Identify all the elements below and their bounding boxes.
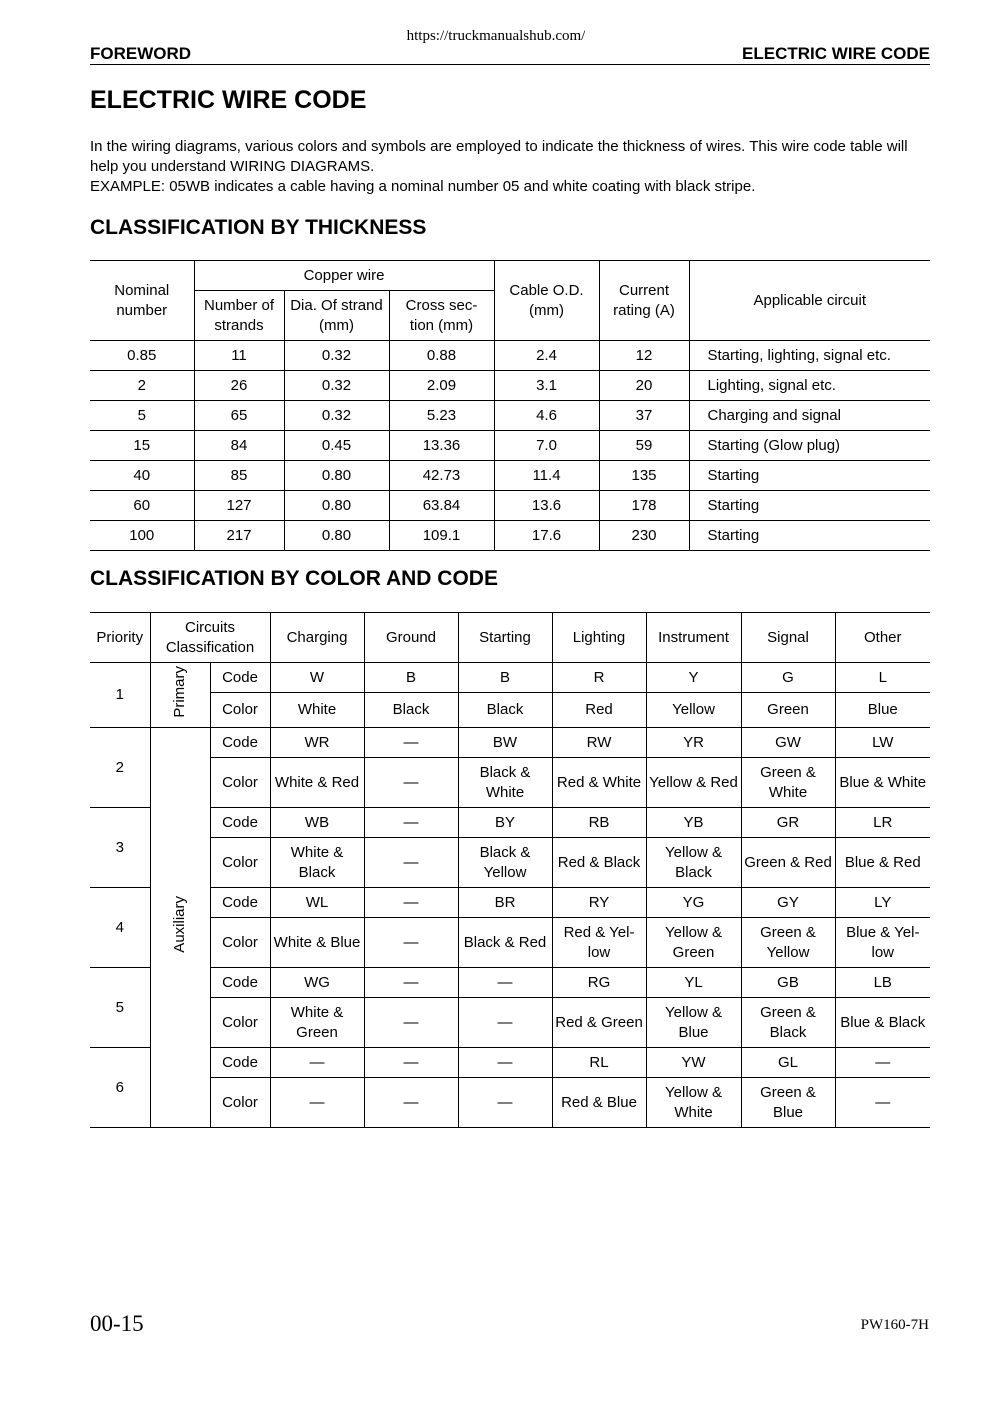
cell-instrument-color: Yellow & Black [646,838,741,888]
cell-ground-code: — [364,808,458,838]
cell-nominal-number: 60 [90,491,194,521]
table-row [90,401,930,431]
cell-applicable-circuit: Starting [689,461,930,491]
cell-instrument-code: Y [646,663,741,693]
thickness-table [90,260,930,551]
cell-signal-code: GY [741,888,835,918]
cell-strands: 217 [194,521,284,551]
priority-cell: 5 [90,968,150,1048]
cell-ground-color: — [364,838,458,888]
code-row-label: Code [210,808,270,838]
cell-nominal-number: 5 [90,401,194,431]
cell-applicable-circuit: Lighting, signal etc. [689,371,930,401]
priority-cell: 2 [90,728,150,808]
table-row [90,461,930,491]
code-row-label: Code [210,888,270,918]
cell-lighting-code: RW [552,728,646,758]
cell-strands: 65 [194,401,284,431]
cell-current-rating: 178 [599,491,689,521]
table-row [90,371,930,401]
cell-strands: 26 [194,371,284,401]
table-row [90,663,930,693]
cell-instrument-code: YW [646,1048,741,1078]
cell-ground-code: B [364,663,458,693]
cell-charging-color: White & Black [270,838,364,888]
cell-starting-color: — [458,998,552,1048]
col-nominal-number: Nominal number [90,261,194,341]
color-row-label: Color [210,758,270,808]
cell-starting-code: — [458,968,552,998]
cell-charging-color: White & Blue [270,918,364,968]
page-title: ELECTRIC WIRE CODE [90,86,367,114]
cell-strand-dia: 0.80 [284,521,389,551]
cell-charging-code: WR [270,728,364,758]
cell-signal-code: GL [741,1048,835,1078]
cell-starting-color: Black & White [458,758,552,808]
cell-starting-color: Black & Red [458,918,552,968]
col-current-rating: Current rating (A) [599,261,689,341]
code-row-label: Code [210,663,270,693]
table-row [90,1048,930,1078]
col-cable-od: Cable O.D. (mm) [494,261,599,341]
table-row [90,998,930,1048]
table-row [90,888,930,918]
cell-signal-color: Green & Yellow [741,918,835,968]
cell-nominal-number: 100 [90,521,194,551]
cell-current-rating: 20 [599,371,689,401]
cell-ground-color: — [364,998,458,1048]
cell-instrument-code: YL [646,968,741,998]
cell-strands: 11 [194,341,284,371]
cell-nominal-number: 2 [90,371,194,401]
cell-cable-od: 11.4 [494,461,599,491]
intro-paragraph: In the wiring diagrams, various colors and symbols are employed to indicate the thickness of wires. This wire code table will help you understand WIRING DIAGRAMS. [90,138,908,175]
cell-strand-dia: 0.80 [284,491,389,521]
cell-signal-color: Green & Black [741,998,835,1048]
cell-cross-section: 109.1 [389,521,494,551]
cell-starting-color: Black & Yellow [458,838,552,888]
cell-lighting-code: RY [552,888,646,918]
page-number: 00-15 [90,1311,144,1336]
table-row [90,808,930,838]
cell-nominal-number: 40 [90,461,194,491]
cell-strands: 127 [194,491,284,521]
cell-signal-color: Green & White [741,758,835,808]
cell-starting-code: B [458,663,552,693]
cell-signal-color: Green & Blue [741,1078,835,1128]
cell-charging-code: WG [270,968,364,998]
thickness-heading: CLASSIFICATION BY THICKNESS [90,216,427,239]
cell-lighting-color: Red [552,693,646,728]
cell-lighting-color: Red & Black [552,838,646,888]
source-url: https://truckmanualshub.com/ [406,28,586,44]
cell-ground-code: — [364,1048,458,1078]
cell-charging-code: W [270,663,364,693]
primary-label: Primary [171,666,188,718]
cell-lighting-code: RL [552,1048,646,1078]
table-row [90,728,930,758]
col-strand-diameter: Dia. Of strand (mm) [284,291,389,341]
cell-charging-code: WL [270,888,364,918]
cell-ground-code: — [364,728,458,758]
color-row-label: Color [210,693,270,728]
cell-other-color: Blue & Yel- low [835,918,930,968]
table-row [90,521,930,551]
cell-lighting-code: RB [552,808,646,838]
cell-ground-color: — [364,1078,458,1128]
col-priority: Priority [90,613,150,663]
cell-signal-code: GR [741,808,835,838]
cell-signal-color: Green & Red [741,838,835,888]
col-ground: Ground [364,613,458,663]
cell-instrument-color: Yellow & Green [646,918,741,968]
cell-charging-code: WB [270,808,364,838]
col-starting: Starting [458,613,552,663]
cell-starting-code: BR [458,888,552,918]
table-row [90,341,930,371]
color-row-label: Color [210,918,270,968]
col-circuits-classification: Circuits Classification [150,613,270,663]
priority-cell: 3 [90,808,150,888]
cell-charging-color: White [270,693,364,728]
col-other: Other [835,613,930,663]
cell-cross-section: 63.84 [389,491,494,521]
cell-starting-color: — [458,1078,552,1128]
cell-ground-color: — [364,758,458,808]
cell-strand-dia: 0.32 [284,371,389,401]
cell-cable-od: 4.6 [494,401,599,431]
cell-current-rating: 230 [599,521,689,551]
cell-strand-dia: 0.32 [284,401,389,431]
cell-starting-code: BW [458,728,552,758]
cell-instrument-code: YB [646,808,741,838]
priority-cell: 1 [90,663,150,728]
table-row [90,431,930,461]
cell-ground-code: — [364,968,458,998]
cell-strands: 85 [194,461,284,491]
cell-other-color: Blue & Red [835,838,930,888]
cell-strand-dia: 0.32 [284,341,389,371]
cell-cable-od: 13.6 [494,491,599,521]
intro-text [90,137,932,197]
cell-instrument-code: YR [646,728,741,758]
cell-lighting-color: Red & White [552,758,646,808]
cell-other-code: LW [835,728,930,758]
cell-lighting-code: R [552,663,646,693]
circuit-class-primary [150,663,210,728]
cell-starting-color: Black [458,693,552,728]
cell-instrument-code: YG [646,888,741,918]
color-row-label: Color [210,1078,270,1128]
cell-other-code: LB [835,968,930,998]
cell-cross-section: 5.23 [389,401,494,431]
table-row [90,491,930,521]
cell-cross-section: 0.88 [389,341,494,371]
cell-current-rating: 59 [599,431,689,461]
cell-applicable-circuit: Starting [689,491,930,521]
table-row [90,758,930,808]
cell-nominal-number: 0.85 [90,341,194,371]
header-section: FOREWORD [90,44,192,63]
header-topic: ELECTRIC WIRE CODE [742,44,930,63]
table-row [90,918,930,968]
cell-instrument-color: Yellow [646,693,741,728]
cell-ground-code: — [364,888,458,918]
col-instrument: Instrument [646,613,741,663]
table-row [90,968,930,998]
cell-signal-code: G [741,663,835,693]
col-signal: Signal [741,613,835,663]
cell-strands: 84 [194,431,284,461]
cell-other-code: L [835,663,930,693]
cell-applicable-circuit: Starting [689,521,930,551]
cell-other-color: — [835,1078,930,1128]
col-number-of-strands: Number of strands [194,291,284,341]
cell-applicable-circuit: Starting, lighting, signal etc. [689,341,930,371]
code-row-label: Code [210,1048,270,1078]
cell-starting-code: — [458,1048,552,1078]
cell-other-code: LR [835,808,930,838]
color-row-label: Color [210,998,270,1048]
cell-charging-color: White & Red [270,758,364,808]
table-row [90,838,930,888]
cell-charging-code: — [270,1048,364,1078]
cell-cable-od: 3.1 [494,371,599,401]
model-number: PW160-7H [860,1317,929,1333]
priority-cell: 4 [90,888,150,968]
cell-signal-code: GB [741,968,835,998]
cell-ground-color: Black [364,693,458,728]
auxiliary-label: Auxiliary [171,896,188,953]
cell-current-rating: 135 [599,461,689,491]
col-applicable-circuit: Applicable circuit [689,261,930,341]
cell-other-code: — [835,1048,930,1078]
cell-current-rating: 37 [599,401,689,431]
cell-cable-od: 2.4 [494,341,599,371]
col-charging: Charging [270,613,364,663]
circuit-class-auxiliary [150,728,210,1128]
cell-charging-color: — [270,1078,364,1128]
cell-lighting-color: Red & Yel- low [552,918,646,968]
intro-example: EXAMPLE: 05WB indicates a cable having a nominal number 05 and white coating with black stripe. [90,178,756,195]
color-code-heading: CLASSIFICATION BY COLOR AND CODE [90,567,498,590]
cell-lighting-code: RG [552,968,646,998]
cell-cross-section: 13.36 [389,431,494,461]
cell-applicable-circuit: Starting (Glow plug) [689,431,930,461]
cell-instrument-color: Yellow & Red [646,758,741,808]
cell-cross-section: 42.73 [389,461,494,491]
cell-other-color: Blue & Black [835,998,930,1048]
code-row-label: Code [210,728,270,758]
cell-lighting-color: Red & Green [552,998,646,1048]
cell-applicable-circuit: Charging and signal [689,401,930,431]
page-header [90,44,930,65]
cell-other-color: Blue & White [835,758,930,808]
cell-cable-od: 17.6 [494,521,599,551]
col-lighting: Lighting [552,613,646,663]
col-cross-section: Cross sec- tion (mm) [389,291,494,341]
cell-lighting-color: Red & Blue [552,1078,646,1128]
col-copper-wire: Copper wire [194,261,494,291]
cell-strand-dia: 0.80 [284,461,389,491]
cell-cross-section: 2.09 [389,371,494,401]
cell-signal-code: GW [741,728,835,758]
color-row-label: Color [210,838,270,888]
cell-signal-color: Green [741,693,835,728]
cell-current-rating: 12 [599,341,689,371]
cell-charging-color: White & Green [270,998,364,1048]
table-row [90,693,930,728]
cell-nominal-number: 15 [90,431,194,461]
cell-instrument-color: Yellow & Blue [646,998,741,1048]
cell-strand-dia: 0.45 [284,431,389,461]
cell-other-color: Blue [835,693,930,728]
table-row [90,1078,930,1128]
cell-starting-code: BY [458,808,552,838]
cell-other-code: LY [835,888,930,918]
cell-cable-od: 7.0 [494,431,599,461]
cell-instrument-color: Yellow & White [646,1078,741,1128]
priority-cell: 6 [90,1048,150,1128]
color-code-table [90,612,930,1128]
cell-ground-color: — [364,918,458,968]
code-row-label: Code [210,968,270,998]
